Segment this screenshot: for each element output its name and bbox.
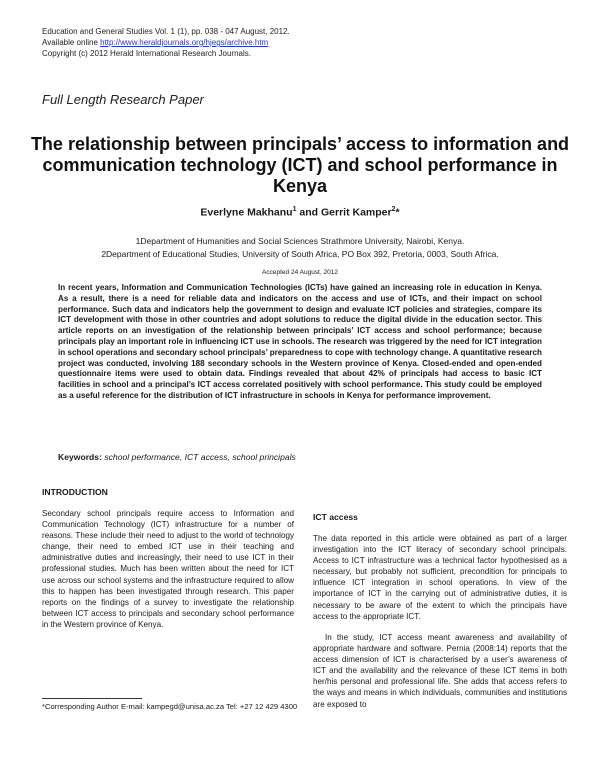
author-line: [0, 206, 600, 219]
author-1: Everlyne Makhanu: [200, 206, 293, 219]
paper-title: The relationship between principals’ access to information and communication technology (ICT) and school performance in Kenya: [30, 134, 570, 196]
footnote-divider: [42, 698, 142, 699]
journal-header: [42, 26, 290, 59]
ict-access-paragraph-1: The data reported in this article were obtained as part of a larger investigation into the ICT literacy of secondary school principals. Access to ICT infrastructure was a technical factor hypothesised as a necessary, but probably not sufficient, precondition for principals to influence ICT integration in school operations. In view of the importance of ICT in the carrying out of administrative duties, it is necessary to be aware of the extent to which the principals have access to the appropriate ICT.: [313, 534, 567, 621]
corresponding-star: *: [395, 206, 400, 219]
author-1-sup: 1: [292, 206, 297, 213]
author-2: and Gerrit Kamper: [296, 206, 392, 219]
affiliation-1: 1Department of Humanities and Social Sciences Strathmore University, Nairobi, Kenya.: [135, 236, 465, 246]
corresponding-author-footnote: *Corresponding Author E-mail: kampegd@unisa.ac.za Tel: +27 12 429 4300: [42, 702, 298, 711]
copyright-line: Copyright (c) 2012 Herald International Research Journals.: [42, 49, 251, 58]
journal-citation: Education and General Studies Vol. 1 (1), pp. 038 - 047 August, 2012.: [42, 27, 290, 36]
introduction-heading: INTRODUCTION: [42, 487, 108, 497]
keywords-label: Keywords:: [58, 452, 102, 462]
keywords: [58, 452, 296, 462]
author-2-sup: 2: [391, 206, 396, 213]
available-prefix: Available online: [42, 38, 101, 47]
abstract: In recent years, Information and Communication Technologies (ICTs) have gained an increasing role in education in Kenya. As a result, there is a need for reliable data and indicators on the access and use of ICTs, and their impact on school performance. Such data and indicators help the government to design and evaluate ICT policies and strategies, compare its ICT development with those in other countries and adopt solutions to reduce the digital divide in the education sector. This article reports on an investigation of the relationship between principals’ ICT access and school performance; because principals play an important role in influencing ICT use in schools. The research was triggered by the need for ICT integration in school operations and secondary school principals’ preparedness to cope with technology change. A quantitative research project was conducted, involving 188 secondary schools in the Western province of Kenya. Closed-ended and open-ended questionnaire items were used to obtain data. Findings revealed that about 42% of principals had access to basic ICT facilities in school and a principal’s ICT access correlated positively with school performance. This study could be employed as a useful reference for the distribution of ICT infrastructure in schools in Kenya for performance improvement.: [58, 283, 542, 400]
archive-link[interactable]: http://www.heraldjournals.org/hjegs/archive.htm: [100, 38, 269, 47]
availability-line: [42, 37, 290, 48]
ict-access-heading: ICT access: [313, 512, 358, 522]
keywords-values: school performance, ICT access, school principals: [101, 452, 296, 462]
paper-type: Full Length Research Paper: [42, 92, 204, 107]
ict-access-paragraph-2: In the study, ICT access meant awareness and availability of appropriate hardware and software. Pernia (2008:14) reports that the access dimension of ICT is characterised by a user’s awareness of ICT and the availability and the relevance of these ICT items in both her/his personal and professional life. She adds that access refers to the ways and means in which individuals, communities and institutions are exposed to: [313, 633, 567, 709]
affiliation-2: 2Department of Educational Studies, University of South Africa, PO Box 392, Pretoria, 0003, South Africa.: [101, 249, 499, 259]
accepted-date: Accepted 24 August, 2012: [262, 269, 338, 276]
introduction-text: Secondary school principals require access to Information and Communication Technology (ICT) infrastructure for a number of reasons. These include their need to adjust to the world of technology change, their need to embed ICT use in their teaching and administrative duties and increasingly, their need to use ICT in their professional studies. Much has been written about the need for ICT use across our school systems and the infrastructure required to allow this to happen has been investigated through research. This paper reports on the findings of a survey to investigate the relationship between ICT access to principals and secondary school performance in the Western province of Kenya.: [42, 509, 294, 629]
